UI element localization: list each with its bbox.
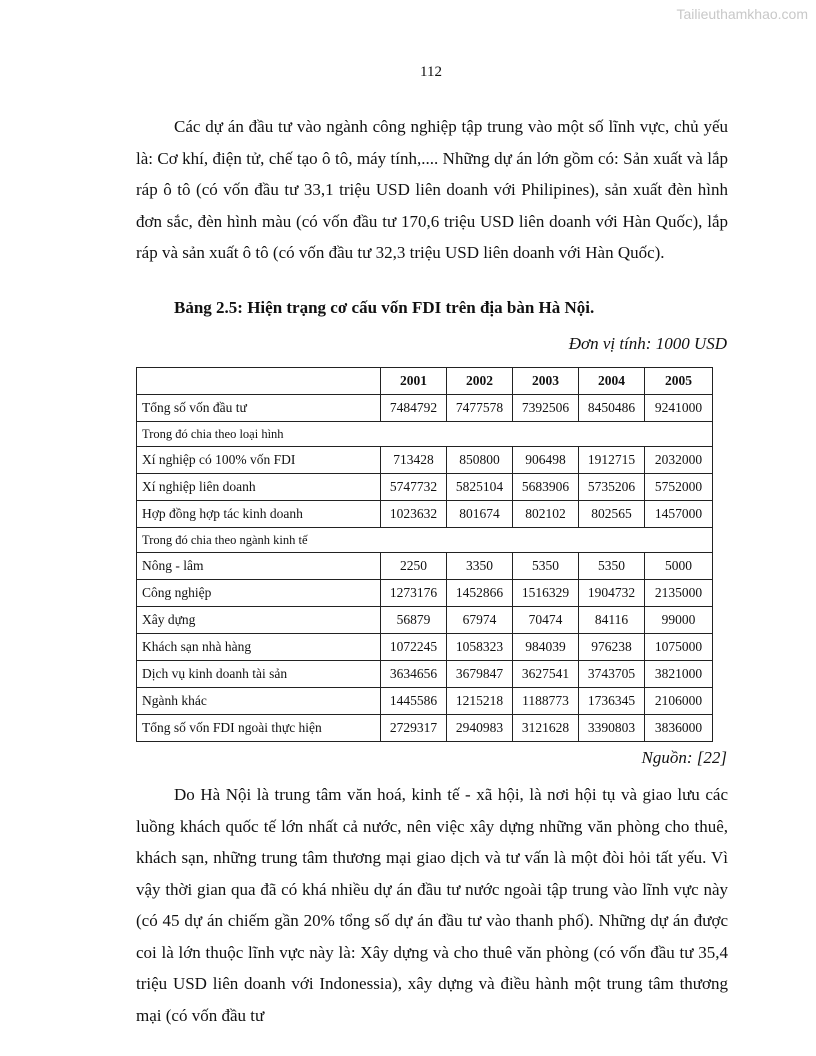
value-cell: 976238 bbox=[579, 634, 645, 661]
table-row bbox=[137, 474, 713, 501]
table-row bbox=[137, 395, 713, 422]
value-cell: 1023632 bbox=[381, 501, 447, 528]
value-cell: 5735206 bbox=[579, 474, 645, 501]
value-cell: 3121628 bbox=[513, 715, 579, 742]
page-number: 112 bbox=[420, 64, 442, 80]
value-cell: 1904732 bbox=[579, 580, 645, 607]
table-row bbox=[137, 715, 713, 742]
value-cell: 3821000 bbox=[645, 661, 713, 688]
value-cell: 1072245 bbox=[381, 634, 447, 661]
value-cell: 3836000 bbox=[645, 715, 713, 742]
value-cell: 3627541 bbox=[513, 661, 579, 688]
fdi-structure-table bbox=[136, 367, 713, 742]
table-subheading: Trong đó chia theo loại hình bbox=[137, 422, 713, 447]
value-cell: 7477578 bbox=[447, 395, 513, 422]
source-note: Nguồn: [22] bbox=[641, 748, 727, 767]
value-cell: 7484792 bbox=[381, 395, 447, 422]
value-cell: 5350 bbox=[513, 553, 579, 580]
value-cell: 9241000 bbox=[645, 395, 713, 422]
value-cell: 5000 bbox=[645, 553, 713, 580]
value-cell: 3390803 bbox=[579, 715, 645, 742]
header-year: 2004 bbox=[579, 368, 645, 395]
header-year: 2003 bbox=[513, 368, 579, 395]
row-label: Nông - lâm bbox=[137, 553, 381, 580]
value-cell: 1273176 bbox=[381, 580, 447, 607]
value-cell: 1075000 bbox=[645, 634, 713, 661]
header-year: 2002 bbox=[447, 368, 513, 395]
row-label: Xây dựng bbox=[137, 607, 381, 634]
value-cell: 802102 bbox=[513, 501, 579, 528]
value-cell: 802565 bbox=[579, 501, 645, 528]
row-label: Tổng số vốn FDI ngoài thực hiện bbox=[137, 715, 381, 742]
row-label: Xí nghiệp có 100% vốn FDI bbox=[137, 447, 381, 474]
value-cell: 3679847 bbox=[447, 661, 513, 688]
value-cell: 2135000 bbox=[645, 580, 713, 607]
value-cell: 67974 bbox=[447, 607, 513, 634]
value-cell: 1188773 bbox=[513, 688, 579, 715]
value-cell: 906498 bbox=[513, 447, 579, 474]
value-cell: 850800 bbox=[447, 447, 513, 474]
row-label: Xí nghiệp liên doanh bbox=[137, 474, 381, 501]
value-cell: 1736345 bbox=[579, 688, 645, 715]
value-cell: 1457000 bbox=[645, 501, 713, 528]
table-row bbox=[137, 501, 713, 528]
value-cell: 2940983 bbox=[447, 715, 513, 742]
value-cell: 5350 bbox=[579, 553, 645, 580]
value-cell: 3350 bbox=[447, 553, 513, 580]
table-row bbox=[137, 447, 713, 474]
table-subheading: Trong đó chia theo ngành kinh tế bbox=[137, 528, 713, 553]
table-row bbox=[137, 607, 713, 634]
value-cell: 1445586 bbox=[381, 688, 447, 715]
header-label-cell bbox=[137, 368, 381, 395]
value-cell: 99000 bbox=[645, 607, 713, 634]
value-cell: 1516329 bbox=[513, 580, 579, 607]
unit-note: Đơn vị tính: 1000 USD bbox=[568, 334, 727, 353]
value-cell: 1912715 bbox=[579, 447, 645, 474]
table-header-row bbox=[137, 368, 713, 395]
value-cell: 2106000 bbox=[645, 688, 713, 715]
row-label: Dịch vụ kinh doanh tài sản bbox=[137, 661, 381, 688]
value-cell: 56879 bbox=[381, 607, 447, 634]
row-label: Khách sạn nhà hàng bbox=[137, 634, 381, 661]
table-row bbox=[137, 528, 713, 553]
table-row bbox=[137, 580, 713, 607]
table-title: Bảng 2.5: Hiện trạng cơ cấu vốn FDI trên địa bàn Hà Nội. bbox=[174, 298, 595, 317]
value-cell: 8450486 bbox=[579, 395, 645, 422]
value-cell: 2032000 bbox=[645, 447, 713, 474]
value-cell: 1058323 bbox=[447, 634, 513, 661]
value-cell: 1215218 bbox=[447, 688, 513, 715]
paragraph-industry-projects: Các dự án đầu tư vào ngành công nghiệp tập trung vào một số lĩnh vực, chủ yếu là: Cơ khí, điện tử, chế tạo ô tô, máy tính,.... Những dự án lớn gồm có: Sản xuất và lắp ráp ô tô (có vốn đầu tư 33,1 triệu USD liên doanh với Philipines), sản xuất đèn hình đơn sắc, đèn hình màu (có vốn đầu tư 170,6 triệu USD liên doanh với Hàn Quốc), lắp ráp và sản xuất ô tô (có vốn đầu tư 32,3 triệu USD liên doanh với Hàn Quốc). bbox=[136, 117, 728, 262]
table-row bbox=[137, 661, 713, 688]
value-cell: 3743705 bbox=[579, 661, 645, 688]
value-cell: 7392506 bbox=[513, 395, 579, 422]
header-year: 2001 bbox=[381, 368, 447, 395]
value-cell: 84116 bbox=[579, 607, 645, 634]
value-cell: 5752000 bbox=[645, 474, 713, 501]
header-year: 2005 bbox=[645, 368, 713, 395]
paragraph-hanoi-services: Do Hà Nội là trung tâm văn hoá, kinh tế - xã hội, là nơi hội tụ và giao lưu các luồng khách quốc tế lớn nhất cả nước, nên việc xây dựng những văn phòng cho thuê, khách sạn, những trung tâm thương mại giao dịch và tư vấn là một đòi hỏi tất yếu. Vì vậy thời gian qua đã có khá nhiều dự án đầu tư nước ngoài tập trung vào lĩnh vực này (có 45 dự án chiếm gần 20% tổng số dự án đầu tư vào thanh phố). Những dự án được coi là lớn thuộc lĩnh vực này là: Xây dựng và cho thuê văn phòng (có vốn đầu tư 35,4 triệu USD liên doanh với Indonessia), xây dựng và điều hành một trung tâm thương mại (có vốn đầu tư bbox=[136, 785, 728, 1025]
row-label: Ngành khác bbox=[137, 688, 381, 715]
table-row bbox=[137, 553, 713, 580]
table-row bbox=[137, 688, 713, 715]
row-label: Công nghiệp bbox=[137, 580, 381, 607]
value-cell: 1452866 bbox=[447, 580, 513, 607]
value-cell: 5683906 bbox=[513, 474, 579, 501]
row-label: Hợp đồng hợp tác kinh doanh bbox=[137, 501, 381, 528]
value-cell: 70474 bbox=[513, 607, 579, 634]
value-cell: 3634656 bbox=[381, 661, 447, 688]
value-cell: 713428 bbox=[381, 447, 447, 474]
value-cell: 5825104 bbox=[447, 474, 513, 501]
value-cell: 2729317 bbox=[381, 715, 447, 742]
value-cell: 5747732 bbox=[381, 474, 447, 501]
value-cell: 801674 bbox=[447, 501, 513, 528]
table-row bbox=[137, 422, 713, 447]
value-cell: 984039 bbox=[513, 634, 579, 661]
watermark: Tailieuthamkhao.com bbox=[676, 6, 808, 22]
row-label: Tổng số vốn đầu tư bbox=[137, 395, 381, 422]
table-row bbox=[137, 634, 713, 661]
value-cell: 2250 bbox=[381, 553, 447, 580]
